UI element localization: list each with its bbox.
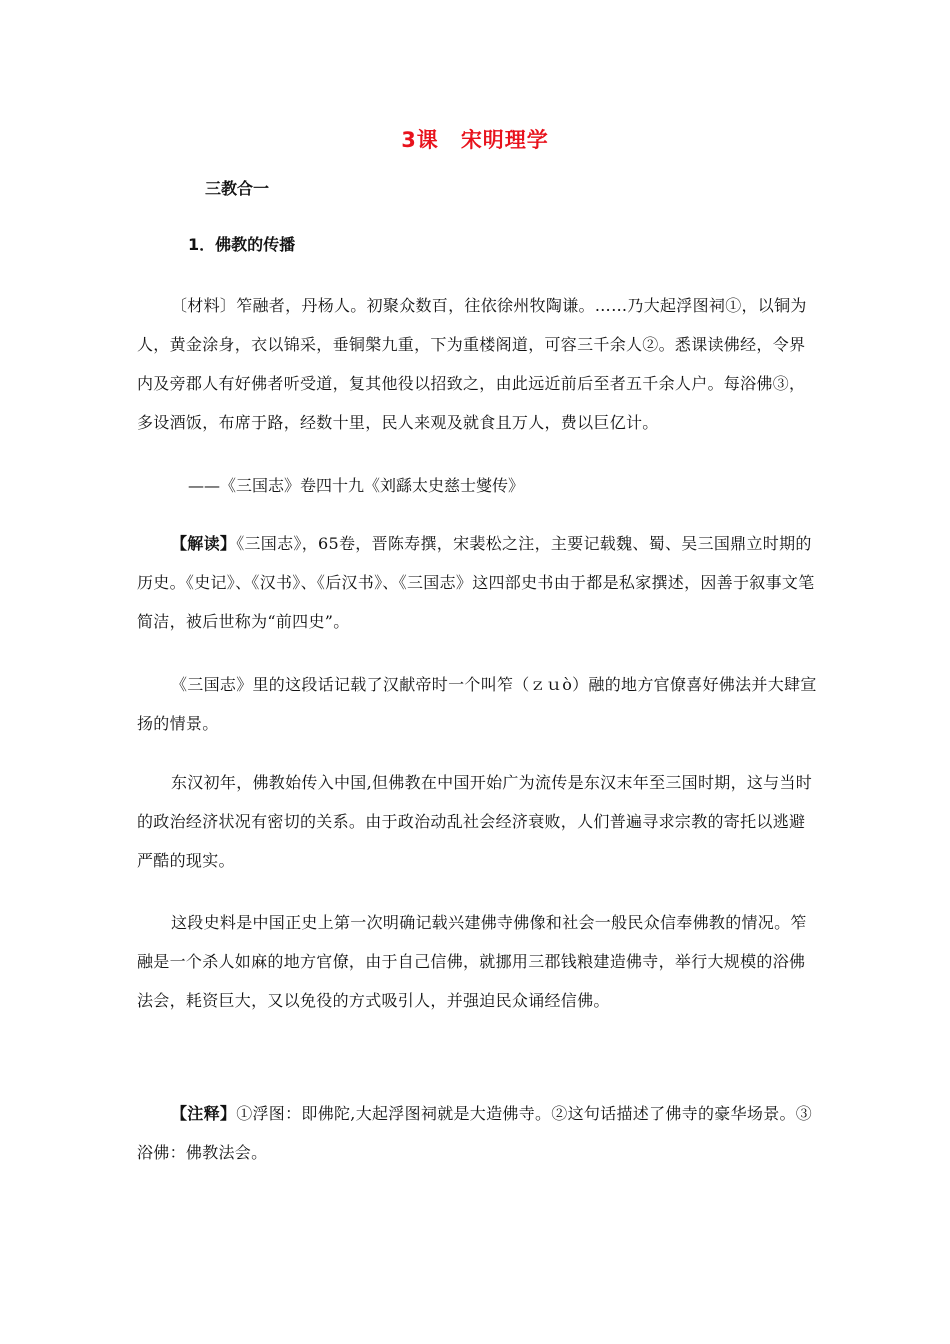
interpretation-label: 【解读】 — [171, 534, 237, 553]
notes-paragraph — [137, 1094, 817, 1172]
page-title — [0, 124, 950, 154]
lesson-name: 宋明理学 — [460, 128, 549, 152]
subsection-heading: 1．佛教的传播 — [188, 235, 296, 254]
interpretation-text-1: 《三国志》，65卷，晋陈寿撰，宋裴松之注，主要记载魏、蜀、吴三国鼎立时期的历史。《史记》、《汉书》、《后汉书》、《三国志》这四部史书由于都是私家撰述，因善于叙事文笔简洁，被后世称为“前四史”。 — [137, 534, 815, 631]
interpretation-paragraph-1 — [137, 524, 817, 641]
section-heading: 三教合一 — [205, 179, 270, 198]
interpretation-paragraph-2: 《三国志》里的这段话记载了汉献帝时一个叫笮（ｚｕò）融的地方官僚喜好佛法并大肆宣扬的情景。 — [137, 675, 817, 733]
notes-text: ①浮图：即佛陀,大起浮图祠就是大造佛寺。②这句话描述了佛寺的豪华场景。③浴佛：佛教法会。 — [137, 1104, 813, 1162]
lesson-number: 3课 — [401, 128, 439, 152]
material-source: ——《三国志》卷四十九《刘繇太史慈士燮传》 — [188, 476, 525, 495]
interpretation-paragraph-3: 东汉初年，佛教始传入中国,但佛教在中国开始广为流传是东汉末年至三国时期，这与当时的政治经济状况有密切的关系。由于政治动乱社会经济衰败，人们普遍寻求宗教的寄托以逃避严酷的现实。 — [137, 773, 813, 870]
notes-label: 【注释】 — [171, 1104, 237, 1123]
material-paragraph: 〔材料〕笮融者，丹杨人。初聚众数百，往依徐州牧陶谦。……乃大起浮图祠①，以铜为人，黄金涂身，衣以锦采，垂铜槃九重，下为重楼阁道，可容三千余人②。悉课读佛经，令界内及旁郡人有好佛者听受道，复其他役以招致之，由此远近前后至者五千余人户。每浴佛③，多设酒饭，布席于路，经数十里，民人来观及就食且万人，费以巨亿计。 — [137, 296, 807, 432]
interpretation-paragraph-4: 这段史料是中国正史上第一次明确记载兴建佛寺佛像和社会一般民众信奉佛教的情况。笮融是一个杀人如麻的地方官僚，由于自己信佛，就挪用三郡钱粮建造佛寺，举行大规模的浴佛法会，耗资巨大，又以免役的方式吸引人，并强迫民众诵经信佛。 — [137, 913, 807, 1010]
